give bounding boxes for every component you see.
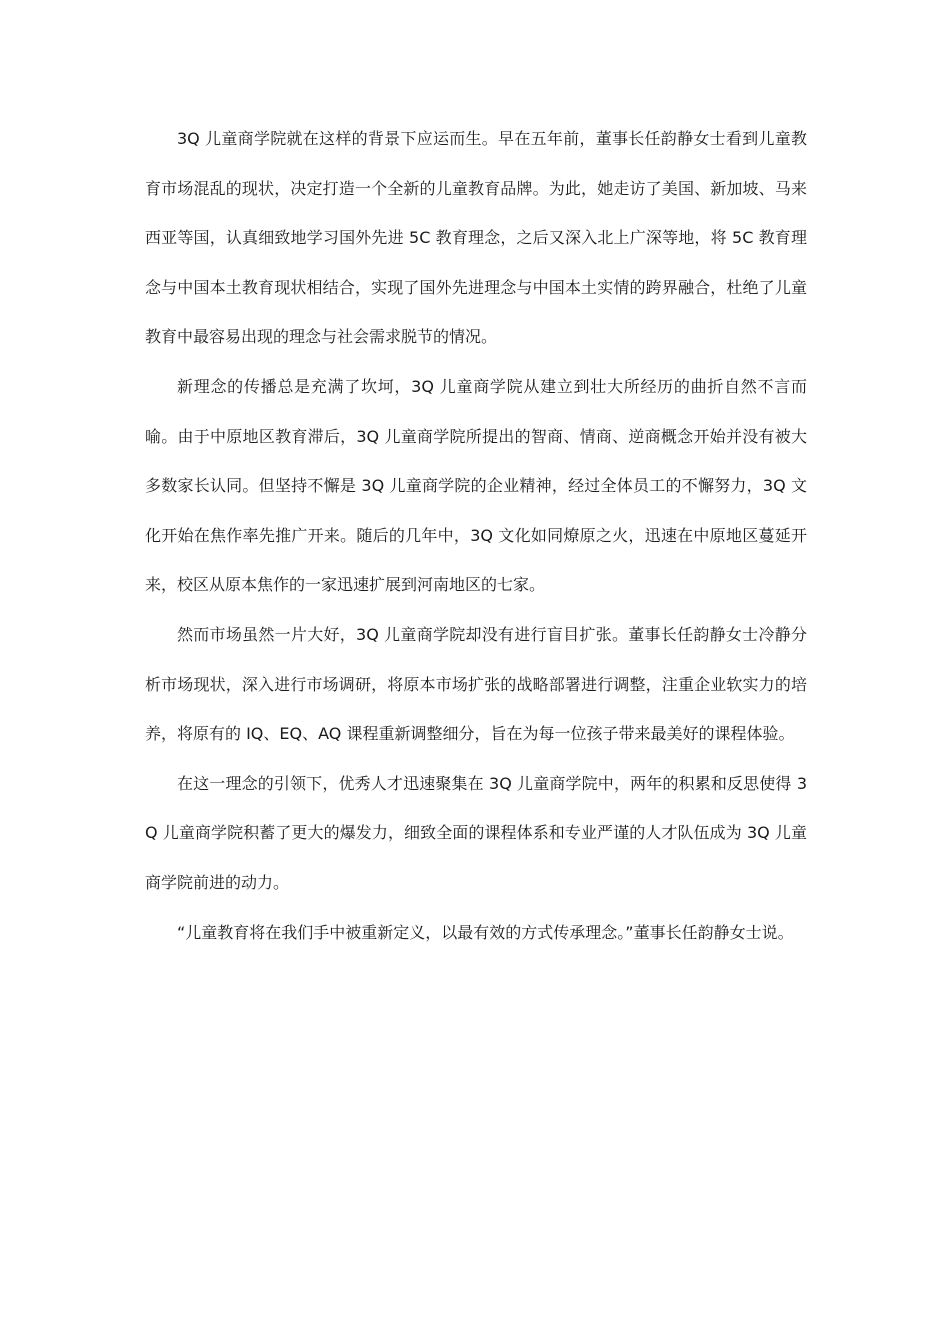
paragraph: 3Q 儿童商学院就在这样的背景下应运而生。早在五年前，董事长任韵静女士看到儿童教育市场混乱的现状，决定打造一个全新的儿童教育品牌。为此，她走访了美国、新加坡、马来西亚等国，认真细致地学习国外先进 5C 教育理念，之后又深入北上广深等地，将 5C 教育理念与中国本土教育现状相结合，实现了国外先进理念与中国本土实情的跨界融合，杜绝了儿童教育中最容易出现的理念与社会需求脱节的情况。 bbox=[145, 129, 807, 347]
paragraph: 在这一理念的引领下，优秀人才迅速聚集在 3Q 儿童商学院中，两年的积累和反思使得 3Q 儿童商学院积蓄了更大的爆发力，细致全面的课程体系和专业严谨的人才队伍成为 3Q 儿童商学院前进的动力。 bbox=[145, 773, 807, 892]
paragraph: 新理念的传播总是充满了坎坷，3Q 儿童商学院从建立到壮大所经历的曲折自然不言而喻。由于中原地区教育滞后，3Q 儿童商学院所提出的智商、情商、逆商概念开始并没有被大多数家长认同。但坚持不懈是 3Q 儿童商学院的企业精神，经过全体员工的不懈努力，3Q 文化开始在焦作率先推广开来。随后的几年中，3Q 文化如同燎原之火，迅速在中原地区蔓延开来，校区从原本焦作的一家迅速扩展到河南地区的七家。 bbox=[145, 376, 807, 595]
paragraph: “儿童教育将在我们手中被重新定义，以最有效的方式传承理念。”董事长任韵静女士说。 bbox=[177, 922, 794, 942]
document-body bbox=[145, 114, 807, 957]
paragraph: 然而市场虽然一片大好，3Q 儿童商学院却没有进行盲目扩张。董事长任韵静女士冷静分析市场现状，深入进行市场调研，将原本市场扩张的战略部署进行调整，注重企业软实力的培养，将原有的 IQ、EQ、AQ 课程重新调整细分，旨在为每一位孩子带来最美好的课程体验。 bbox=[145, 624, 807, 744]
